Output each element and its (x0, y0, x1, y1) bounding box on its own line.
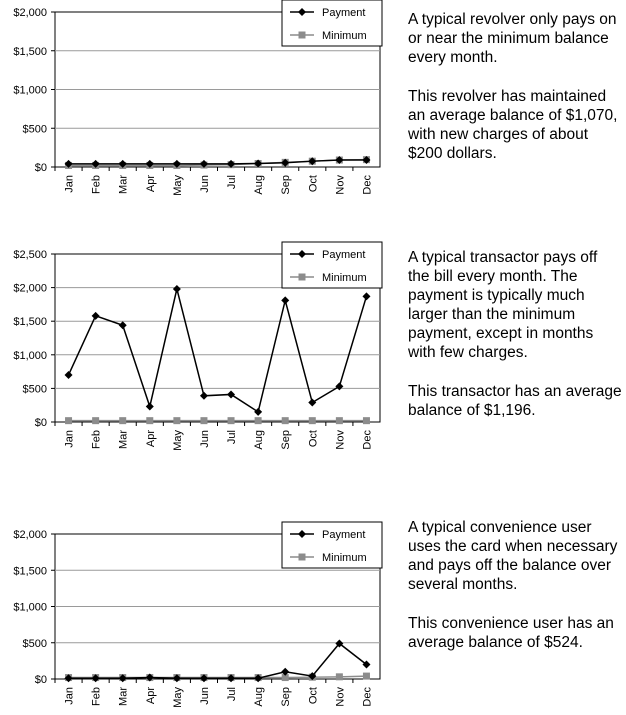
y-tick-label: $0 (34, 674, 47, 686)
line-chart-transactor (0, 228, 400, 468)
x-tick-label: Jun (198, 687, 211, 705)
data-point-minimum (200, 417, 207, 424)
x-tick-label: Apr (144, 687, 157, 705)
data-point-minimum (282, 417, 289, 424)
y-tick-label: $1,500 (13, 45, 47, 58)
x-tick-label: Nov (334, 687, 347, 707)
description-paragraph: A typical convenience user uses the card when necessary and pays off the balance over several months. (408, 519, 618, 593)
data-point-minimum (363, 673, 370, 680)
description-paragraph: A typical transactor pays off the bill every month. The payment is typically much larger than the minimum payment, except in months with few charges. (408, 249, 598, 361)
x-tick-label: Jun (198, 430, 211, 448)
description-convenience (408, 518, 623, 672)
x-tick-label: Jan (63, 175, 76, 193)
y-tick-label: $1,500 (13, 565, 47, 578)
data-point-minimum (146, 417, 153, 424)
line-chart-revolver (0, 0, 400, 220)
x-tick-label: Aug (253, 175, 266, 195)
data-point-minimum (92, 417, 99, 424)
x-tick-label: Dec (361, 687, 374, 707)
data-point-minimum (228, 417, 235, 424)
y-tick-label: $0 (34, 162, 47, 174)
x-tick-label: Nov (334, 175, 347, 195)
data-point-minimum (119, 417, 126, 424)
x-tick-label: May (171, 430, 184, 451)
y-tick-label: $1,000 (13, 349, 47, 362)
description-transactor (408, 248, 623, 440)
x-tick-label: Jul (226, 430, 239, 445)
y-tick-label: $1,000 (13, 601, 47, 614)
y-tick-label: $2,000 (13, 282, 47, 295)
data-point-minimum (65, 417, 72, 424)
chart-panel-revolver (0, 0, 626, 220)
x-tick-label: Nov (334, 430, 347, 450)
x-tick-label: Sep (280, 687, 293, 707)
y-tick-label: $1,500 (13, 316, 47, 329)
x-tick-label: Mar (117, 430, 130, 449)
x-tick-label: Aug (253, 687, 266, 707)
x-tick-label: Dec (361, 430, 374, 450)
y-tick-label: $0 (34, 417, 47, 429)
legend-label: Payment (322, 249, 366, 261)
x-tick-label: Dec (361, 175, 374, 195)
chart-panel-convenience (0, 508, 626, 715)
legend-marker (299, 554, 306, 561)
x-tick-label: May (171, 175, 184, 196)
x-tick-label: Feb (90, 430, 103, 449)
x-tick-label: Feb (90, 687, 103, 706)
x-tick-label: Aug (253, 430, 266, 450)
data-point-minimum (336, 417, 343, 424)
x-tick-label: Jul (226, 687, 239, 702)
x-tick-label: Mar (117, 175, 130, 194)
description-paragraph: A typical revolver only pays on or near the minimum balance every month. (408, 11, 617, 66)
x-tick-label: Jun (198, 175, 211, 193)
description-paragraph: This transactor has an average balance of $1,196. (408, 383, 622, 419)
x-tick-label: Oct (307, 175, 320, 193)
x-tick-label: Oct (307, 687, 320, 705)
y-tick-label: $2,000 (13, 529, 47, 541)
data-point-minimum (255, 417, 262, 424)
y-tick-label: $500 (22, 383, 47, 396)
x-tick-label: Jan (63, 430, 76, 448)
chart-panel-transactor (0, 228, 626, 468)
description-paragraph: This revolver has maintained an average balance of $1,070, with new charges of about $200 dollars. (408, 88, 618, 162)
legend-marker (299, 32, 306, 39)
x-tick-label: Apr (144, 430, 157, 448)
x-tick-label: May (171, 687, 184, 708)
legend-marker (299, 274, 306, 281)
x-tick-label: Apr (144, 175, 157, 193)
x-tick-label: Jul (226, 175, 239, 190)
x-tick-label: Feb (90, 175, 103, 194)
y-tick-label: $500 (22, 637, 47, 650)
y-tick-label: $1,000 (13, 84, 47, 97)
legend-label: Minimum (322, 552, 367, 564)
y-tick-label: $2,500 (13, 249, 47, 261)
description-revolver (408, 10, 623, 183)
x-tick-label: Sep (280, 430, 293, 450)
x-tick-label: Mar (117, 687, 130, 706)
x-tick-label: Jan (63, 687, 76, 705)
legend-label: Payment (322, 7, 366, 19)
legend-label: Minimum (322, 30, 367, 42)
data-point-minimum (173, 417, 180, 424)
legend-label: Minimum (322, 272, 367, 284)
data-point-minimum (336, 673, 343, 680)
data-point-minimum (309, 417, 316, 424)
data-point-minimum (363, 417, 370, 424)
y-tick-label: $500 (22, 123, 47, 136)
legend-label: Payment (322, 529, 366, 541)
x-tick-label: Sep (280, 175, 293, 195)
line-chart-convenience (0, 508, 400, 715)
description-paragraph: This convenience user has an average balance of $524. (408, 615, 614, 651)
x-tick-label: Oct (307, 430, 320, 448)
y-tick-label: $2,000 (13, 7, 47, 19)
